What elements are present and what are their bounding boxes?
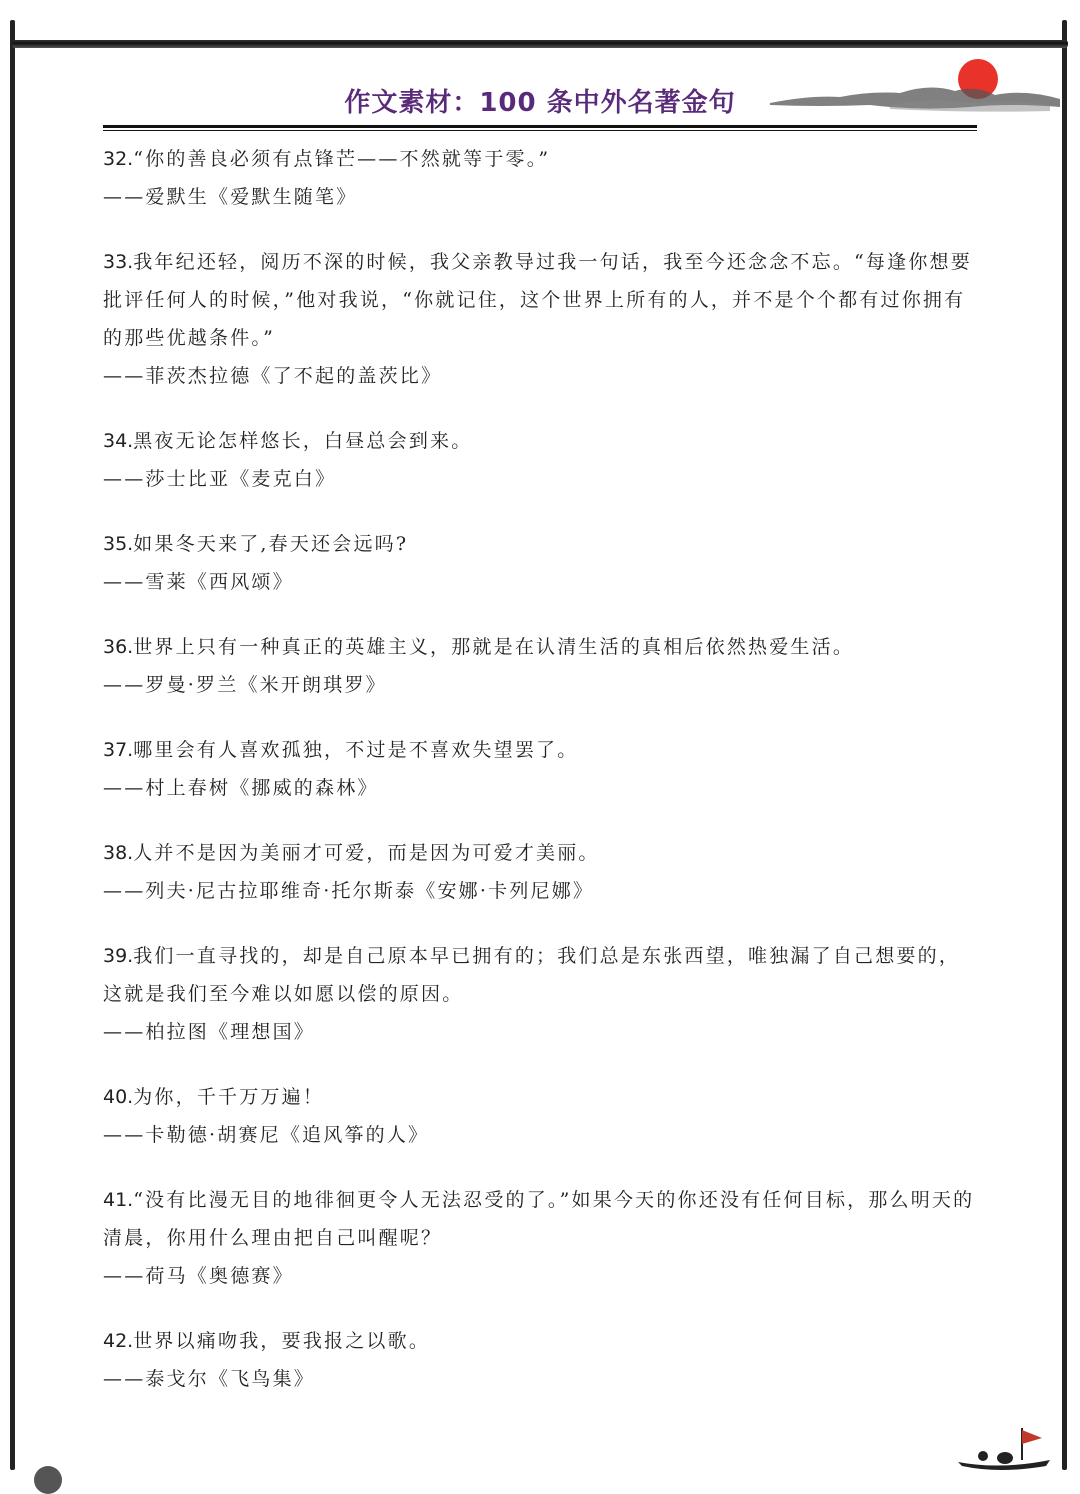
quote-number: 40. <box>103 1086 134 1108</box>
quote-author: ——泰戈尔《飞鸟集》 <box>103 1368 316 1390</box>
quote-body: 哪里会有人喜欢孤独，不过是不喜欢失望罢了。 <box>133 739 579 761</box>
quote-body: “你的善良必须有点锋芒——不然就等于零。” <box>133 148 551 170</box>
quote-body: 黑夜无论怎样悠长，白昼总会到来。 <box>133 430 473 452</box>
quote-entry-39 <box>103 937 977 1051</box>
quote-number: 42. <box>103 1330 134 1352</box>
quote-text <box>103 1181 977 1257</box>
page-title: 作文素材：100 条中外名著金句 <box>344 88 736 118</box>
quote-entry-36 <box>103 628 977 704</box>
quote-body: “没有比漫无目的地徘徊更令人无法忍受的了。”如果今天的你还没有任何目标，那么明天的清晨，你用什么理由把自己叫醒呢？ <box>103 1189 975 1249</box>
mountain-sun-icon <box>770 55 1060 125</box>
quote-text <box>103 422 977 460</box>
quote-body: 我们一直寻找的，却是自己原本早已拥有的；我们总是东张西望，唯独漏了自己想要的，这就是我们至今难以如愿以偿的原因。 <box>103 945 961 1005</box>
header-rule-thin <box>103 130 977 131</box>
quote-body: 如果冬天来了,春天还会远吗? <box>133 533 409 555</box>
quote-author: ——柏拉图《理想国》 <box>103 1021 316 1043</box>
quote-list <box>103 140 977 1425</box>
quote-author: ——雪莱《西风颂》 <box>103 571 294 593</box>
quote-text <box>103 731 977 769</box>
quote-author: ——卡勒德·胡赛尼《追风筝的人》 <box>103 1124 430 1146</box>
quote-entry-41 <box>103 1181 977 1295</box>
quote-entry-42 <box>103 1322 977 1398</box>
quote-number: 35. <box>103 533 134 555</box>
quote-author: ——村上春树《挪威的森林》 <box>103 777 379 799</box>
quote-entry-32 <box>103 140 977 216</box>
quote-text <box>103 243 977 357</box>
quote-body: 人并不是因为美丽才可爱，而是因为可爱才美丽。 <box>133 842 600 864</box>
quote-text <box>103 1322 977 1360</box>
quote-entry-40 <box>103 1078 977 1154</box>
frame-right-border <box>1062 20 1067 1470</box>
quote-author: ——莎士比亚《麦克白》 <box>103 468 337 490</box>
quote-number: 34. <box>103 430 134 452</box>
quote-entry-35 <box>103 525 977 601</box>
quote-number: 33. <box>103 251 134 273</box>
quote-body: 世界以痛吻我，要我报之以歌。 <box>133 1330 431 1352</box>
quote-number: 37. <box>103 739 134 761</box>
quote-author: ——爱默生《爱默生随笔》 <box>103 186 358 208</box>
quote-text <box>103 140 977 178</box>
quote-number: 39. <box>103 945 134 967</box>
quote-number: 41. <box>103 1189 134 1211</box>
quote-text <box>103 628 977 666</box>
quote-author: ——罗曼·罗兰《米开朗琪罗》 <box>103 674 387 696</box>
frame-top-border <box>12 40 1068 48</box>
quote-entry-38 <box>103 834 977 910</box>
quote-text <box>103 937 977 1013</box>
quote-entry-34 <box>103 422 977 498</box>
quote-body: 世界上只有一种真正的英雄主义，那就是在认清生活的真相后依然热爱生活。 <box>133 636 855 658</box>
corner-dot <box>34 1466 62 1494</box>
quote-text <box>103 525 977 563</box>
frame-left-border <box>10 20 15 1470</box>
boat-icon <box>950 1420 1060 1475</box>
quote-entry-33 <box>103 243 977 395</box>
header-rule-thick <box>103 125 977 128</box>
quote-number: 36. <box>103 636 134 658</box>
quote-author: ——列夫·尼古拉耶维奇·托尔斯泰《安娜·卡列尼娜》 <box>103 880 595 902</box>
quote-text <box>103 834 977 872</box>
quote-number: 38. <box>103 842 134 864</box>
quote-text <box>103 1078 977 1116</box>
quote-body: 为你，千千万万遍！ <box>133 1086 325 1108</box>
quote-author: ——菲茨杰拉德《了不起的盖茨比》 <box>103 365 443 387</box>
quote-number: 32. <box>103 148 134 170</box>
quote-body: 我年纪还轻，阅历不深的时候，我父亲教导过我一句话，我至今还念念不忘。“每逢你想要批评任何人的时候，”他对我说，“你就记住，这个世界上所有的人，并不是个个都有过你拥有的那些优越条件。” <box>103 251 972 349</box>
quote-author: ——荷马《奥德赛》 <box>103 1265 294 1287</box>
quote-entry-37 <box>103 731 977 807</box>
